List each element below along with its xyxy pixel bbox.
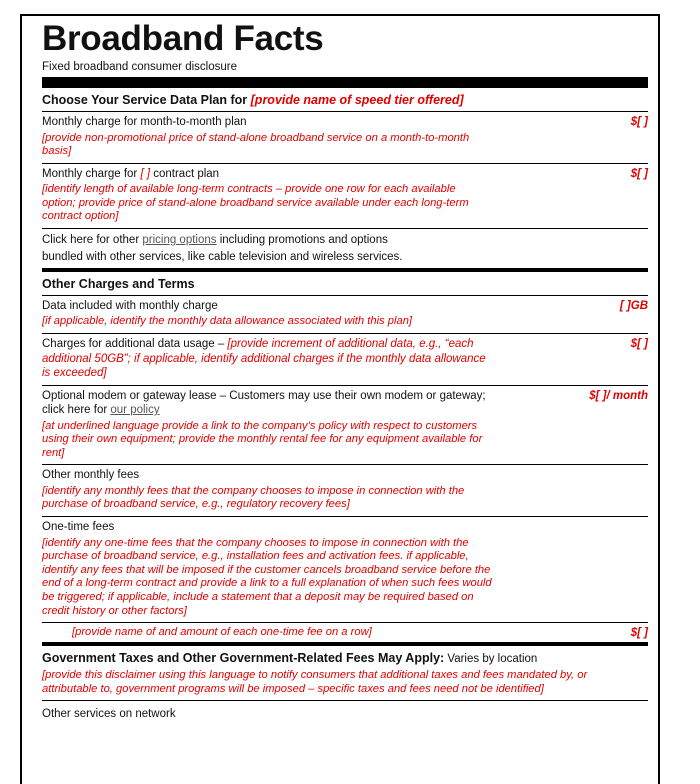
gov-heading-bold: Government Taxes and Other Government-Related Fees May Apply:: [42, 651, 445, 666]
row-label: [42, 337, 492, 381]
row-price: $[ ]: [630, 167, 648, 180]
plan-section-heading: [42, 88, 648, 111]
pricing-options-text: [42, 229, 648, 268]
data-included-row: [42, 296, 648, 333]
row-price: $[ ]: [630, 338, 648, 351]
row-note: [identify length of available long-term contracts – provide one row for each available option; provide price of stand-alone broadband service available under each long-term contract option]: [42, 183, 469, 223]
contract-plan-row: [42, 164, 648, 228]
pricing-prefix: Click here for other: [42, 233, 143, 246]
month-to-month-row: [42, 112, 648, 163]
charges-section-heading: Other Charges and Terms: [42, 276, 195, 291]
one-time-fee-item-row: [42, 623, 648, 642]
row-label-prefix: Monthly charge for: [42, 167, 141, 180]
row-note: [provide non-promotional price of stand-alone broadband service on a month-to-month basis]: [42, 131, 470, 158]
row-label: [42, 167, 492, 182]
additional-data-row: [42, 334, 648, 385]
one-time-fees-row: [42, 517, 648, 622]
row-price: $[ ]/ month: [589, 389, 648, 402]
row-price: $[ ]: [630, 627, 648, 640]
gov-taxes-note: [provide this disclaimer using this language to notify consumers that additional taxes and fees mandated by, or attributable to, government programs will be imposed – specific taxes and fees need not be identified]: [42, 669, 588, 695]
row-note: [provide name of and amount of each one-time fee on a row]: [72, 626, 372, 639]
gov-taxes-heading: [42, 646, 648, 669]
row-price: [ ]GB: [619, 299, 648, 312]
row-label: Other monthly fees: [42, 469, 140, 482]
row-label: [42, 389, 492, 418]
pricing-options-link[interactable]: pricing options: [142, 233, 217, 246]
row-label: One-time fees: [42, 521, 115, 534]
pricing-suffix: including promotions and options: [216, 233, 388, 246]
monthly-fees-row: [42, 465, 648, 516]
row-note: [identify any monthly fees that the company chooses to impose in connection with the purchase of broadband service, e.g., regulatory recovery fees]: [42, 484, 465, 511]
broadband-label-page: [20, 14, 660, 784]
row-label-suffix: contract plan: [150, 167, 220, 180]
row-label-placeholder: [ ]: [140, 167, 151, 180]
row-label-prefix: Charges for additional data usage –: [42, 338, 228, 351]
plan-heading-text: Choose Your Service Data Plan for: [42, 93, 251, 107]
thick-divider: [42, 77, 648, 88]
modem-lease-row: [42, 386, 648, 465]
row-note: [at underlined language provide a link to the company’s policy with respect to customers using their own equipment; provide the monthly rental fee for any equipment available for rent]: [42, 419, 483, 459]
divider: [42, 700, 648, 701]
row-price: $[ ]: [630, 116, 648, 128]
row-label-placeholder: [provide increment of additional data, e.g., “each additional 50GB”; if applicable, identify additional charges if the monthly data allowance is exceeded]: [42, 338, 486, 380]
plan-heading-placeholder: [provide name of speed tier offered]: [250, 93, 464, 107]
page-subtitle: Fixed broadband consumer disclosure: [42, 61, 237, 73]
row-note: [if applicable, identify the monthly data allowance associated with this plan]: [42, 315, 413, 328]
row-label-prefix: Optional modem or gateway lease – Customers may use their own modem or gateway; click here for: [42, 389, 486, 417]
page-title: Broadband Facts: [42, 19, 324, 58]
our-policy-link[interactable]: our policy: [110, 404, 160, 417]
gov-heading-plain: Varies by location: [444, 653, 538, 666]
pricing-line-2: bundled with other services, like cable television and wireless services.: [42, 250, 403, 263]
cutoff-text: Other services on network: [42, 708, 176, 721]
row-label: Monthly charge for month-to-month plan: [42, 116, 247, 128]
row-label: Data included with monthly charge: [42, 299, 218, 312]
row-note: [identify any one-time fees that the company chooses to impose in connection with the purchase of broadband service, e.g., installation fees and activation fees. if applicable, identify any fees that will be imposed if the customer cancels broadband service before the end of a long-term contract and provide a link to a full explanation of when such fees would be triggered; if applicable, include a statement that a deposit may be required based on credit history or other factors]: [42, 536, 492, 617]
